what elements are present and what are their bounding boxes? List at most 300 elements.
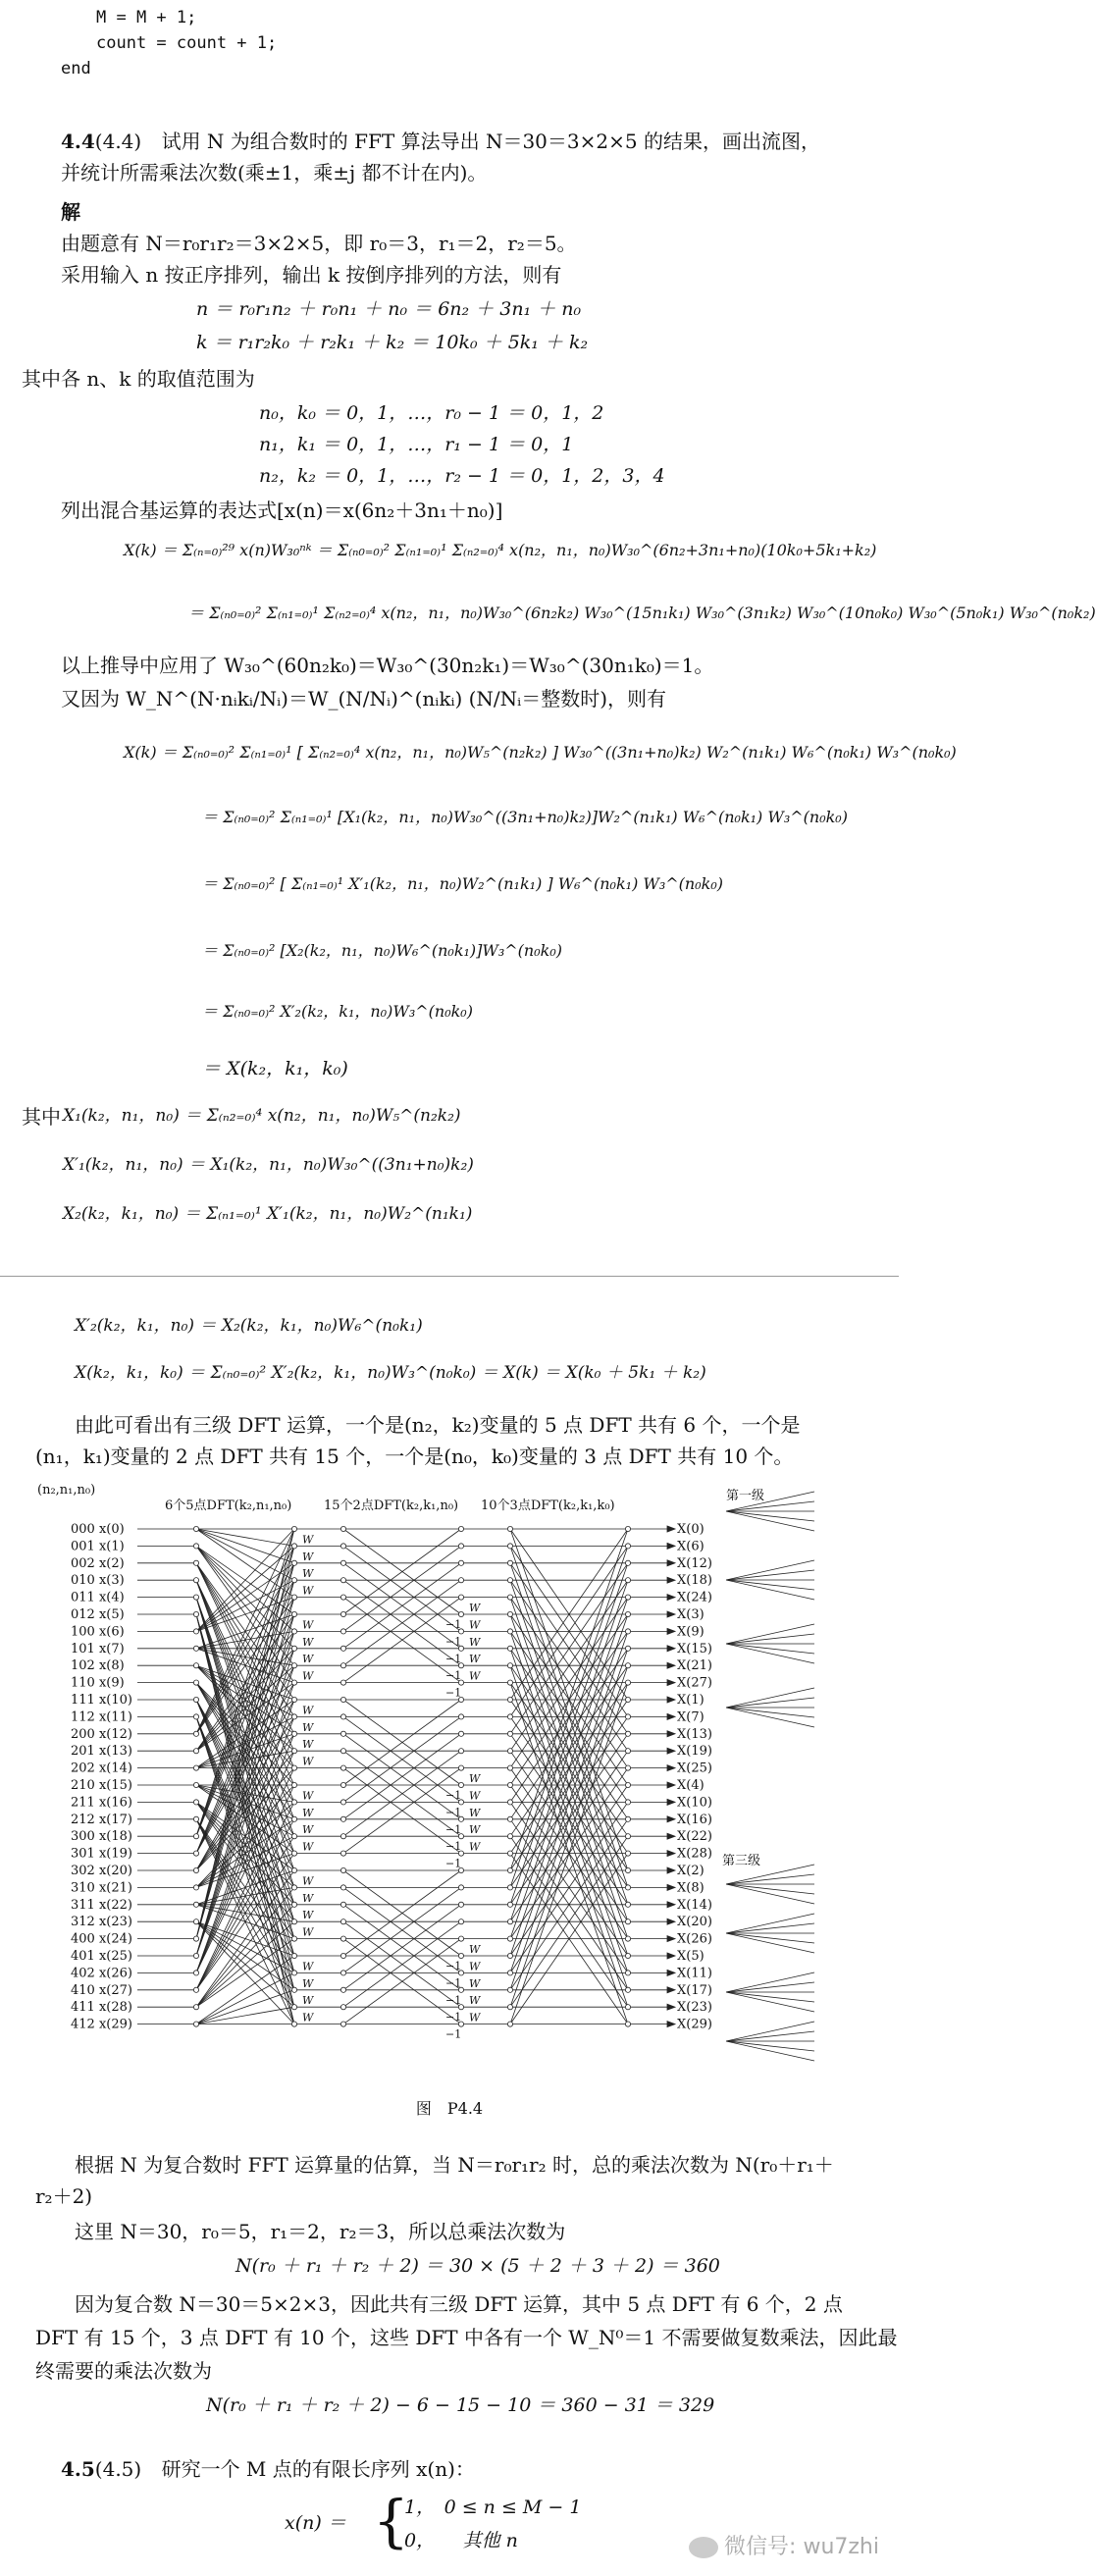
graph-node [507, 1578, 512, 1583]
input-label: 212 x(17) [71, 1812, 132, 1827]
graph-node [625, 1595, 630, 1600]
output-arrow [667, 1884, 675, 1890]
output-arrow [667, 1680, 675, 1686]
output-label: X(25) [677, 1761, 712, 1776]
minus-one-label: −1 [445, 1669, 462, 1683]
side-sketch-line [726, 1874, 814, 1884]
dft5-branch [196, 1972, 294, 2024]
output-arrow [667, 1987, 675, 1993]
output-label: X(5) [677, 1949, 705, 1964]
graph-node [291, 2022, 296, 2026]
graph-node [340, 1611, 345, 1616]
graph-node [291, 1663, 296, 1668]
twiddle-label: W [469, 1618, 481, 1632]
graph-node [340, 1987, 345, 1992]
graph-node [291, 1680, 296, 1685]
para-4a: 因为复合数 N＝30＝5×2×3，因此共有三级 DFT 运算，其中 5 点 DFT 有 6 个，2 点 [75, 2292, 843, 2316]
minus-one-label: −1 [445, 1618, 462, 1631]
graph-node [340, 1782, 345, 1787]
minus-one-label: −1 [445, 1686, 462, 1700]
eq-X-6: ＝ Σ₍ₙ₀₌₀₎² [X₂(k₂，n₁，n₀)W₆^(n₀k₁)]W₃^(n₀k₀) [202, 941, 562, 960]
input-label: 312 x(23) [71, 1915, 132, 1930]
side-sketch-line [726, 1688, 814, 1708]
output-label: X(8) [677, 1880, 705, 1896]
case-2: 0， 其他 n [404, 2530, 518, 2551]
graph-node [458, 1749, 463, 1754]
twiddle-label: W [302, 1891, 314, 1905]
output-arrow [667, 1662, 675, 1668]
graph-node [291, 1987, 296, 1992]
twiddle-label: W [302, 1635, 314, 1649]
output-label: X(3) [677, 1607, 705, 1622]
solution-line-3: 其中各 n、k 的取值范围为 [22, 367, 255, 391]
twiddle-label: W [302, 1806, 314, 1819]
twiddle-label: W [469, 1653, 481, 1666]
range-0: n₀，k₀ ＝ 0，1，…，r₀ − 1 ＝ 0，1，2 [259, 402, 604, 424]
output-arrow [667, 1851, 675, 1857]
para-4c: 终需要的乘法次数为 [35, 2359, 212, 2383]
dft5-branch [196, 1529, 294, 1546]
output-arrow [667, 1560, 675, 1566]
side-sketch-line [726, 1992, 814, 2012]
solution-line-5: 以上推导中应用了 W₃₀^(60n₂k₀)＝W₃₀^(30n₂k₁)＝W₃₀^(30n₁k₀)＝1。 [61, 654, 714, 677]
graph-node [507, 1987, 512, 1992]
graph-node [291, 1611, 296, 1616]
twiddle-label: W [469, 1840, 481, 1854]
graph-node [340, 1851, 345, 1856]
output-arrow [667, 1799, 675, 1805]
graph-node [458, 1560, 463, 1565]
input-label: 410 x(27) [71, 1982, 132, 1998]
twiddle-label: W [302, 1925, 314, 1939]
input-label: 001 x(1) [71, 1539, 125, 1554]
graph-node [193, 1544, 198, 1549]
graph-node [625, 1936, 630, 1941]
graph-node [507, 1526, 512, 1531]
input-label: 411 x(28) [71, 2000, 132, 2016]
graph-node [291, 1971, 296, 1975]
input-label: 000 x(0) [71, 1522, 125, 1537]
side-sketch-line [726, 1914, 814, 1933]
minus-one-label: −1 [445, 1840, 462, 1854]
dft5-branch [196, 1990, 294, 2024]
graph-node [193, 1816, 198, 1821]
graph-node [507, 1680, 512, 1685]
side-sketch-line [726, 1933, 814, 1953]
twiddle-label: W [469, 1602, 481, 1614]
output-arrow [667, 1628, 675, 1634]
twiddle-label: W [302, 1533, 314, 1547]
graph-node [193, 1560, 198, 1565]
output-label: X(10) [677, 1795, 712, 1811]
twiddle-label: W [302, 1789, 314, 1803]
minus-one-label: −1 [445, 1960, 462, 1972]
twiddle-label: W [302, 1994, 314, 2008]
graph-node [340, 1663, 345, 1668]
eq-X-7: ＝ Σ₍ₙ₀₌₀₎² X′₂(k₂，k₁，n₀)W₃^(n₀k₀) [202, 1002, 473, 1021]
graph-node [291, 1834, 296, 1839]
graph-node [291, 1526, 296, 1531]
case-lhs: x(n) ＝ [285, 2512, 346, 2534]
problem-number: 4.4 [61, 130, 95, 153]
graph-node [625, 1697, 630, 1702]
dft5-branch [196, 1580, 294, 1819]
fig-header-n: (n₂,n₁,n₀) [37, 1483, 96, 1498]
output-arrow [667, 1526, 675, 1532]
fig-stage-2-label: 15个2点DFT(k₂,k₁,n₀) [324, 1498, 459, 1513]
graph-node [625, 1902, 630, 1907]
dft5-branch [196, 1598, 294, 1905]
graph-node [625, 1834, 630, 1839]
graph-node [291, 1902, 296, 1907]
graph-node [193, 1663, 198, 1668]
output-label: X(17) [677, 1982, 712, 1998]
graph-node [625, 1578, 630, 1583]
graph-node [291, 1936, 296, 1941]
graph-node [340, 1629, 345, 1634]
graph-node [625, 2005, 630, 2010]
dft5-branch [196, 1529, 294, 1563]
figure-caption: 图 P4.4 [415, 2099, 484, 2118]
graph-node [340, 1697, 345, 1702]
input-label: 300 x(18) [71, 1829, 132, 1845]
solution-line-4: 列出混合基运算的表达式[x(n)＝x(6n₂＋3n₁＋n₀)] [61, 499, 503, 522]
graph-node [193, 1611, 198, 1616]
output-arrow [667, 1765, 675, 1771]
output-arrow [667, 1543, 675, 1549]
graph-node [291, 1697, 296, 1702]
side-sketch-line [726, 2031, 814, 2041]
input-label: 011 x(4) [71, 1590, 125, 1605]
side-sketch-line [726, 1982, 814, 1992]
para-2b: r₂＋2) [35, 2184, 93, 2208]
problem-45-ref: (4.5) [94, 2457, 142, 2481]
twiddle-label: W [302, 1618, 314, 1632]
side-sketch-line [726, 1560, 814, 1580]
output-arrow [667, 1595, 675, 1601]
graph-node [625, 1749, 630, 1754]
graph-node [340, 1680, 345, 1685]
minus-one-label: −1 [445, 1806, 462, 1819]
graph-node [193, 1971, 198, 1975]
graph-node [291, 1560, 296, 1565]
graph-node [458, 1936, 463, 1941]
graph-node [340, 1765, 345, 1770]
eq-Y-1: X₁(k₂，n₁，n₀) ＝ Σ₍ₙ₂₌₀₎⁴ x(n₂，n₁，n₀)W₅^(n₂k₂) [63, 1106, 461, 1126]
graph-node [193, 1731, 198, 1736]
eq-Z-1: X′₂(k₂，k₁，n₀) ＝ X₂(k₂，k₁，n₀)W₆^(n₀k₁) [75, 1316, 423, 1336]
graph-node [340, 1953, 345, 1958]
side-sketch-line [726, 1634, 814, 1644]
twiddle-label: W [302, 1909, 314, 1922]
graph-node [291, 1953, 296, 1958]
graph-node [507, 1714, 512, 1719]
graph-node [340, 2022, 345, 2026]
graph-node [193, 2022, 198, 2026]
output-label: X(23) [677, 2000, 712, 2016]
output-label: X(4) [677, 1778, 705, 1793]
eq-n: n ＝ r₀r₁n₂ ＋ r₀n₁ ＋ n₀ ＝ 6n₂ ＋ 3n₁ ＋ n₀ [196, 298, 582, 320]
output-arrow [667, 1970, 675, 1975]
output-label: X(11) [677, 1966, 712, 1981]
graph-node [193, 1919, 198, 1924]
graph-node [458, 1885, 463, 1890]
graph-node [193, 1526, 198, 1531]
graph-node [507, 1782, 512, 1787]
graph-node [507, 1953, 512, 1958]
minus-one-label: −1 [445, 1822, 462, 1836]
twiddle-label: W [302, 1976, 314, 1990]
graph-node [507, 1867, 512, 1872]
side-sketch-line [726, 1884, 814, 1904]
graph-node [291, 1800, 296, 1805]
graph-node [625, 2022, 630, 2026]
range-1: n₁，k₁ ＝ 0，1，…，r₁ − 1 ＝ 0，1 [259, 434, 574, 455]
input-label: 100 x(6) [71, 1624, 125, 1640]
eq-Y-2: X′₁(k₂，n₁，n₀) ＝ X₁(k₂，n₁，n₀)W₃₀^((3n₁+n₀)k₂) [63, 1155, 474, 1175]
fig-stage-3-label: 10个3点DFT(k₂,k₁,k₀) [481, 1498, 615, 1513]
case-1: 1， 0 ≤ n ≤ M − 1 [404, 2497, 582, 2518]
output-label: X(27) [677, 1675, 712, 1691]
dft5-branch [196, 1819, 294, 1973]
eq-X-4: ＝ Σ₍ₙ₀₌₀₎² Σ₍ₙ₁₌₀₎¹ [X₁(k₂，n₁，n₀)W₃₀^((3n₁+n₀)k₂)]W₂^(n₁k₁) W₆^(n₀k₁) W₃^(n₀k₀) [202, 808, 848, 826]
side-sketch-line [726, 1698, 814, 1708]
input-label: 012 x(5) [71, 1607, 125, 1622]
para-2a: 根据 N 为复合数时 FFT 运算量的估算，当 N＝r₀r₁r₂ 时，总的乘法次数为 N(r₀＋r₁＋ [75, 2153, 834, 2177]
graph-node [340, 1578, 345, 1583]
twiddle-label: W [469, 1976, 481, 1990]
graph-node [507, 1595, 512, 1600]
output-arrow [667, 2022, 675, 2027]
para-1a: 由此可看出有三级 DFT 运算，一个是(n₂，k₂)变量的 5 点 DFT 共有 6 个，一个是 [75, 1413, 801, 1437]
graph-node [458, 1611, 463, 1616]
graph-node [340, 1971, 345, 1975]
graph-node [340, 1834, 345, 1839]
twiddle-label: W [469, 1806, 481, 1819]
graph-node [507, 1611, 512, 1616]
graph-node [193, 2005, 198, 2010]
graph-node [507, 1919, 512, 1924]
eq-X-1: X(k) ＝ Σ₍ₙ₌₀₎²⁹ x(n)W₃₀ⁿᵏ ＝ Σ₍ₙ₀₌₀₎² Σ₍ₙ₁₌₀₎¹ Σ₍ₙ₂₌₀₎⁴ x(n₂，n₁，n₀)W₃₀^(6n₂+3n₁+n₀)(10k₀+5k₁+k₂) [124, 541, 877, 559]
graph-node [625, 1646, 630, 1651]
twiddle-label: W [302, 1704, 314, 1717]
graph-node [507, 1885, 512, 1890]
side-sketch-line [726, 1570, 814, 1580]
output-label: X(26) [677, 1931, 712, 1947]
graph-node [507, 1749, 512, 1754]
side-sketch-line [726, 1992, 814, 2002]
graph-node [193, 1936, 198, 1941]
graph-node [507, 1765, 512, 1770]
graph-node [625, 1544, 630, 1549]
graph-node [507, 1697, 512, 1702]
dft5-branch [196, 2007, 294, 2024]
graph-node [625, 1953, 630, 1958]
input-label: 310 x(21) [71, 1880, 132, 1896]
minus-one-label: −1 [445, 1652, 462, 1665]
twiddle-label: W [302, 1755, 314, 1768]
graph-node [193, 1782, 198, 1787]
page-separator [0, 1276, 899, 1277]
side-sketch-line [726, 1511, 814, 1531]
graph-node [193, 1867, 198, 1872]
input-label: 400 x(24) [71, 1931, 132, 1947]
input-label: 311 x(22) [71, 1897, 132, 1913]
twiddle-label: W [469, 1669, 481, 1683]
twiddle-label: W [302, 1840, 314, 1854]
graph-node [625, 1629, 630, 1634]
dft5-branch [196, 1956, 294, 2024]
graph-node [507, 1544, 512, 1549]
output-label: X(2) [677, 1864, 705, 1878]
graph-node [291, 2005, 296, 2010]
graph-node [291, 1629, 296, 1634]
code-line-1: M = M + 1; [96, 8, 197, 27]
input-label: 002 x(2) [71, 1555, 125, 1571]
output-arrow [667, 1936, 675, 1942]
twiddle-label: W [469, 1994, 481, 2008]
graph-node [625, 1971, 630, 1975]
graph-node [458, 1765, 463, 1770]
dft5-branch [196, 1921, 294, 2024]
graph-node [193, 1834, 198, 1839]
output-arrow [667, 1816, 675, 1822]
output-label: X(24) [677, 1590, 712, 1605]
eq-Y-prefix: 其中 [22, 1105, 61, 1129]
problem-text: 试用 N 为组合数时的 FFT 算法导出 N＝30＝3×2×5 的结果，画出流图， [161, 130, 820, 153]
side-sketch-line [726, 2041, 814, 2051]
para-3: 这里 N＝30，r₀＝5，r₁＝2，r₂＝3，所以总乘法次数为 [75, 2220, 566, 2243]
graph-node [193, 1697, 198, 1702]
twiddle-label: W [302, 1720, 314, 1734]
dft5-branch [196, 1529, 294, 1580]
graph-node [507, 1902, 512, 1907]
twiddle-label: W [302, 1823, 314, 1837]
graph-node [340, 1936, 345, 1941]
graph-node [291, 1782, 296, 1787]
twiddle-label: W [469, 2011, 481, 2024]
problem-45-text: 研究一个 M 点的有限长序列 x(n)： [161, 2457, 475, 2481]
side-sketch-line [726, 1933, 814, 1943]
input-label: 210 x(15) [71, 1778, 132, 1793]
graph-node [458, 1782, 463, 1787]
side-sketch-line [726, 1972, 814, 1992]
twiddle-label: W [469, 1789, 481, 1803]
twiddle-label: W [469, 1943, 481, 1956]
graph-node [458, 1902, 463, 1907]
graph-node [458, 1544, 463, 1549]
graph-node [625, 1782, 630, 1787]
input-label: 412 x(29) [71, 2017, 132, 2032]
twiddle-label: W [302, 1960, 314, 1973]
side-sketch-line [726, 1644, 814, 1663]
problem-45-number: 4.5 [61, 2457, 95, 2481]
para-4b: DFT 有 15 个，3 点 DFT 有 10 个，这些 DFT 中各有一个 W_N⁰＝1 不需要做复数乘法，因此最 [35, 2326, 898, 2349]
graph-node [458, 1714, 463, 1719]
fft-flow-graph [0, 1472, 899, 2090]
graph-node [193, 1765, 198, 1770]
eq-X-8: ＝ X(k₂，k₁，k₀) [202, 1058, 348, 1079]
side-sketch-line [726, 1708, 814, 1717]
graph-node [340, 1816, 345, 1821]
minus-one-label: −1 [445, 1976, 462, 1990]
output-arrow [667, 1577, 675, 1583]
twiddle-label: W [302, 1653, 314, 1666]
output-label: X(9) [677, 1624, 705, 1640]
graph-node [458, 1919, 463, 1924]
graph-node [193, 1714, 198, 1719]
graph-node [458, 1953, 463, 1958]
graph-node [291, 1731, 296, 1736]
dft5-branch [196, 1921, 294, 1990]
side-sketch-line [726, 1884, 814, 1894]
input-label: 301 x(19) [71, 1846, 132, 1862]
graph-node [625, 1885, 630, 1890]
graph-node [507, 1851, 512, 1856]
output-label: X(7) [677, 1709, 705, 1725]
graph-node [625, 1560, 630, 1565]
output-arrow [667, 1731, 675, 1737]
watermark-text: 微信号: wu7zhi [724, 2535, 879, 2559]
solution-line-2: 采用输入 n 按正序排列，输出 k 按倒序排列的方法，则有 [61, 263, 562, 287]
output-label: X(20) [677, 1915, 712, 1930]
graph-node [625, 1526, 630, 1531]
graph-node [507, 1971, 512, 1975]
input-label: 201 x(13) [71, 1744, 132, 1760]
twiddle-label: W [302, 1584, 314, 1598]
input-label: 102 x(8) [71, 1658, 125, 1674]
twiddle-label: W [469, 1823, 481, 1837]
graph-node [340, 1646, 345, 1651]
graph-node [625, 1731, 630, 1736]
graph-node [458, 1578, 463, 1583]
graph-node [507, 1834, 512, 1839]
graph-node [193, 1646, 198, 1651]
output-arrow [667, 1902, 675, 1908]
solution-label: 解 [61, 200, 80, 224]
graph-node [193, 1578, 198, 1583]
output-arrow [667, 2004, 675, 2010]
input-label: 200 x(12) [71, 1726, 132, 1742]
dft5-branch [196, 1819, 294, 2024]
graph-node [507, 2005, 512, 2010]
twiddle-label: W [469, 1635, 481, 1649]
code-line-3: end [61, 59, 91, 79]
graph-node [625, 1987, 630, 1992]
graph-node [291, 1646, 296, 1651]
input-label: 401 x(25) [71, 1949, 132, 1964]
output-label: X(28) [677, 1846, 712, 1862]
minus-one-label: −1 [445, 1635, 462, 1649]
graph-node [625, 1867, 630, 1872]
output-label: X(1) [677, 1693, 705, 1708]
output-arrow [667, 1611, 675, 1617]
output-label: X(14) [677, 1897, 712, 1913]
graph-node [340, 2005, 345, 2010]
dft5-branch [196, 1563, 294, 1700]
graph-node [340, 1526, 345, 1531]
dft5-branch [196, 1546, 294, 1614]
graph-node [340, 1595, 345, 1600]
graph-node [340, 1800, 345, 1805]
output-label: X(22) [677, 1829, 712, 1845]
graph-node [340, 1731, 345, 1736]
graph-node [625, 1851, 630, 1856]
graph-node [291, 1851, 296, 1856]
graph-node [507, 1629, 512, 1634]
graph-node [291, 1544, 296, 1549]
input-label: 110 x(9) [71, 1675, 125, 1691]
